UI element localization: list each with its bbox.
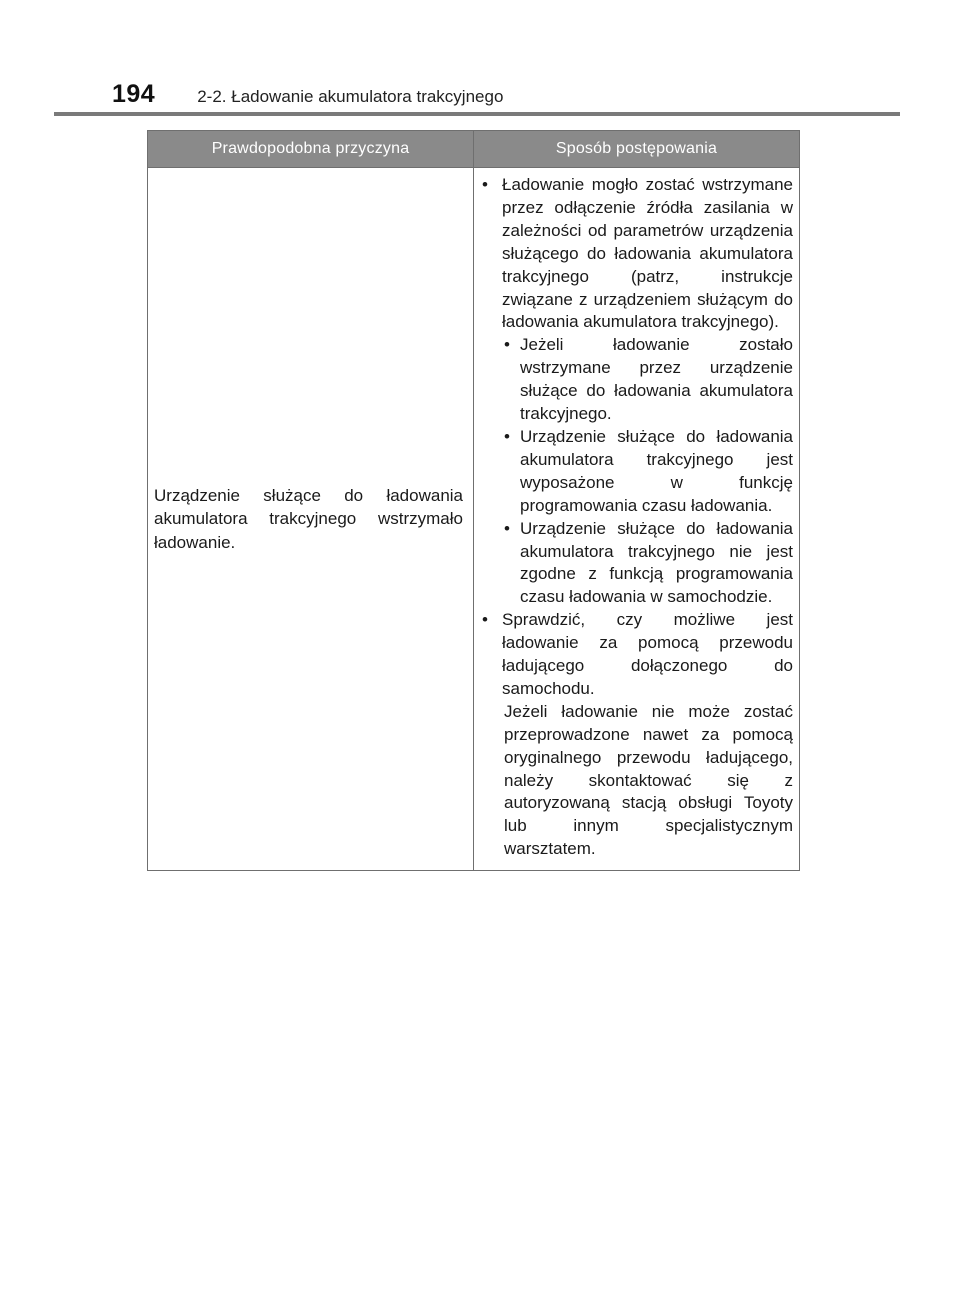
troubleshooting-table	[147, 130, 800, 871]
sub-action-text: Jeżeli ładowanie zostało wstrzymane przez urządzenie służące do ładowania akumulatora trakcyjnego.	[520, 335, 793, 424]
table-header-row	[148, 131, 800, 168]
action-cell	[474, 168, 800, 871]
sub-action-text: Urządzenie służące do ładowania akumulatora trakcyjnego jest wyposażone w funkcję programowania czasu ładowania.	[520, 426, 793, 515]
cause-cell	[148, 168, 474, 871]
column-header-cause: Prawdopodobna przyczyna	[148, 131, 474, 168]
action-text: Ładowanie mogło zostać wstrzymane przez odłączenie źródła zasilania w zależności od parametrów urządzenia służącego do ładowania akumulatora trakcyjnego (patrz, instrukcje związane z urządzeniem służącym do ładowania akumulatora trakcyjnego).	[502, 175, 793, 332]
list-item	[482, 518, 793, 610]
bullet-icon: •	[482, 175, 488, 194]
bullet-icon: •	[504, 518, 510, 538]
header-divider	[54, 112, 900, 116]
action-list	[474, 168, 799, 870]
bullet-icon: •	[504, 335, 510, 355]
list-item	[482, 426, 793, 518]
page-number: 194	[112, 80, 156, 108]
action-text: Sprawdzić, czy możliwe jest ładowanie za pomocą przewodu ładującego dołączonego do samochodu.	[502, 610, 793, 698]
section-title: 2-2. Ładowanie akumulatora trakcyjnego	[197, 87, 504, 106]
bullet-icon: •	[504, 426, 510, 446]
action-note: Jeżeli ładowanie nie może zostać przeprowadzone nawet za pomocą oryginalnego przewodu ładującego, należy skontaktować się z autoryzowaną stacją obsługi Toyoty lub innym specjalistycznym warsztatem.	[504, 701, 793, 859]
page-header	[112, 80, 503, 114]
table-row	[148, 168, 800, 871]
list-item	[482, 334, 793, 426]
list-item	[482, 174, 793, 334]
sub-action-text: Urządzenie służące do ładowania akumulatora trakcyjnego nie jest zgodne z funkcją programowania czasu ładowania w samochodzie.	[520, 518, 793, 607]
cause-text: Urządzenie służące do ładowania akumulatora trakcyjnego wstrzymało ładowanie.	[154, 485, 463, 552]
list-item	[482, 609, 793, 701]
bullet-icon: •	[482, 610, 488, 630]
column-header-action: Sposób postępowania	[474, 131, 800, 168]
